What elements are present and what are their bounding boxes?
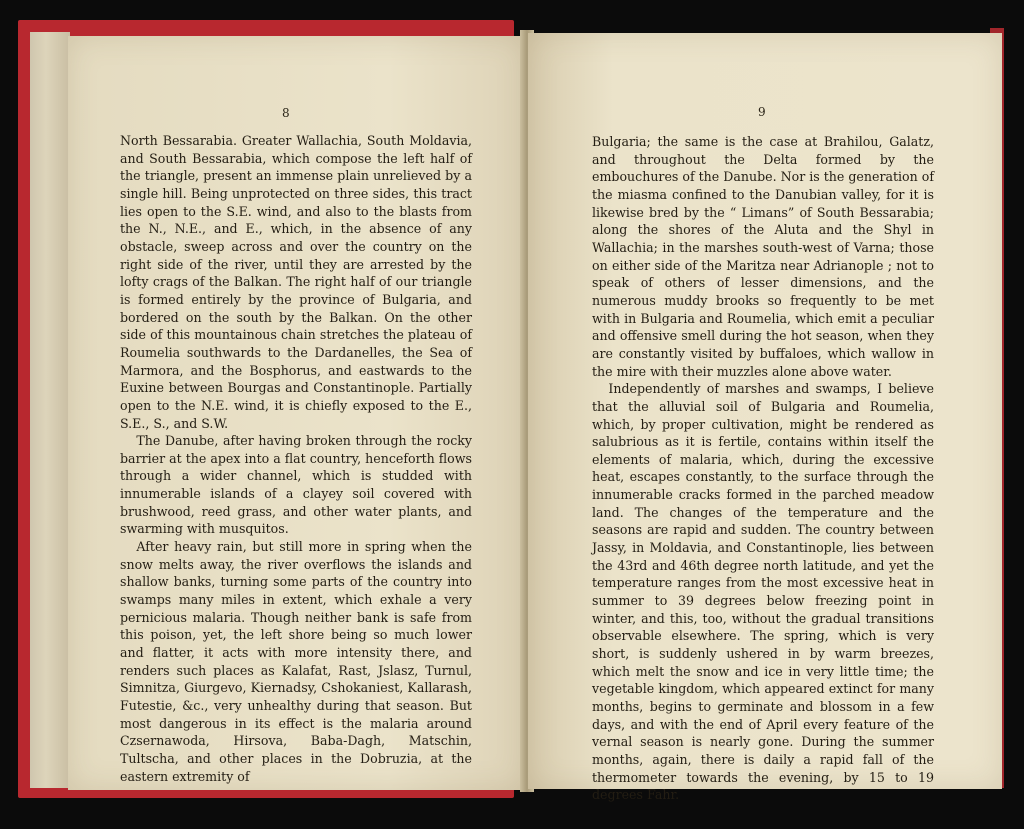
paragraph: Independently of marshes and swamps, I believe that the alluvial soil of Bulgaria and Roumelia, which, by proper cultivation, might be rendered as salubrious as it is fertile, contains within itself the elements of malaria, which, during the excessive heat, escapes constantly, to the surface through the innumerable cracks formed in the parched meadow land. The changes of the temperature and the seasons are rapid and sudden. The country between Jassy, in Moldavia, and Constantinople, lies between the 43rd and 46th degree north latitude, and yet the temperature ranges from the most excessive heat in summer to 39 degrees below freezing point in winter, and this, too, without the gradual transitions observable elsewhere. The spring, which is very short, is suddenly ushered in by warm breezes, which melt the snow and ice in very little time; the vegetable kingdom, which appeared extinct for many months, begins to germinate and blossom in a few days, and with the end of April every feature of the vernal season is nearly gone. During the summer months, again, there is daily a rapid fall of the thermometer towards the evening, by 15 to 19 degrees Fahr. (592, 381, 934, 803)
paragraph: After heavy rain, but still more in spring when the snow melts away, the river overflows the islands and shallow banks, turning some parts of the country into swamps many miles in extent, which exhale a very pernicious malaria. Though neither bank is safe from this poison, yet, the left shore being so much lower and flatter, it acts with more intensity there, and renders such places as Kalafat, Rast, Jslasz, Turnul, Simnitza, Giurgevo, Kiernadsy, Cshokaniest, Kallarash, Futestie, &c., very unhealthy during that season. But most dangerous in its effect is the malaria around Czsernawoda, Hirsova, Baba-Dagh, Matschin, Tultscha, and other places in the Dobruzia, at the eastern extremity of (120, 539, 472, 784)
left-page (68, 36, 526, 790)
paragraph: Bulgaria; the same is the case at Brahilou, Galatz, and throughout the Delta formed by the embouchures of the Danube. Nor is the generation of the miasma confined to the Danubian valley, for it is likewise bred by the “ Limans” of South Bessarabia; along the shores of the Aluta and the Shyl in Wallachia; in the marshes south-west of Varna; those on either side of the Maritza near Adrianople ; not to speak of others of lesser dimensions, and the numerous muddy brooks so frequently to be met with in Bulgaria and Roumelia, which emit a peculiar and offensive smell during the hot season, when they are constantly visited by buffaloes, which wallow in the mire with their muzzles alone above water. (592, 134, 934, 379)
left-page-number: 8 (282, 106, 290, 120)
paragraph: The Danube, after having broken through the rocky barrier at the apex into a flat country, henceforth flows through a wider channel, which is studded with innumerable islands of a clayey soil covered with brushwood, reed grass, and other water plants, and swarming with musquitos. (120, 433, 472, 537)
right-page-number: 9 (758, 105, 766, 119)
left-page-text (120, 132, 472, 785)
right-page-text (592, 133, 934, 804)
right-page (528, 33, 1002, 803)
paragraph: North Bessarabia. Greater Wallachia, South Moldavia, and South Bessarabia, which compose the left half of the triangle, present an immense plain unrelieved by a single hill. Being unprotected on three sides, this tract lies open to the S.E. wind, and also to the blasts from the N., N.E., and E., which, in the absence of any obstacle, sweep across and over the country on the right side of the river, until they are arrested by the lofty crags of the Balkan. The right half of our triangle is formed entirely by the province of Bulgaria, and bordered on the south by the Balkan. On the other side of this mountainous chain stretches the plateau of Roumelia southwards to the Dardanelles, the Sea of Marmora, and the Bosphorus, and eastwards to the Euxine between Bourgas and Constantinople. Partially open to the N.E. wind, it is chiefly exposed to the E., S.E., S., and S.W. (120, 133, 472, 431)
page-edges (30, 32, 70, 788)
